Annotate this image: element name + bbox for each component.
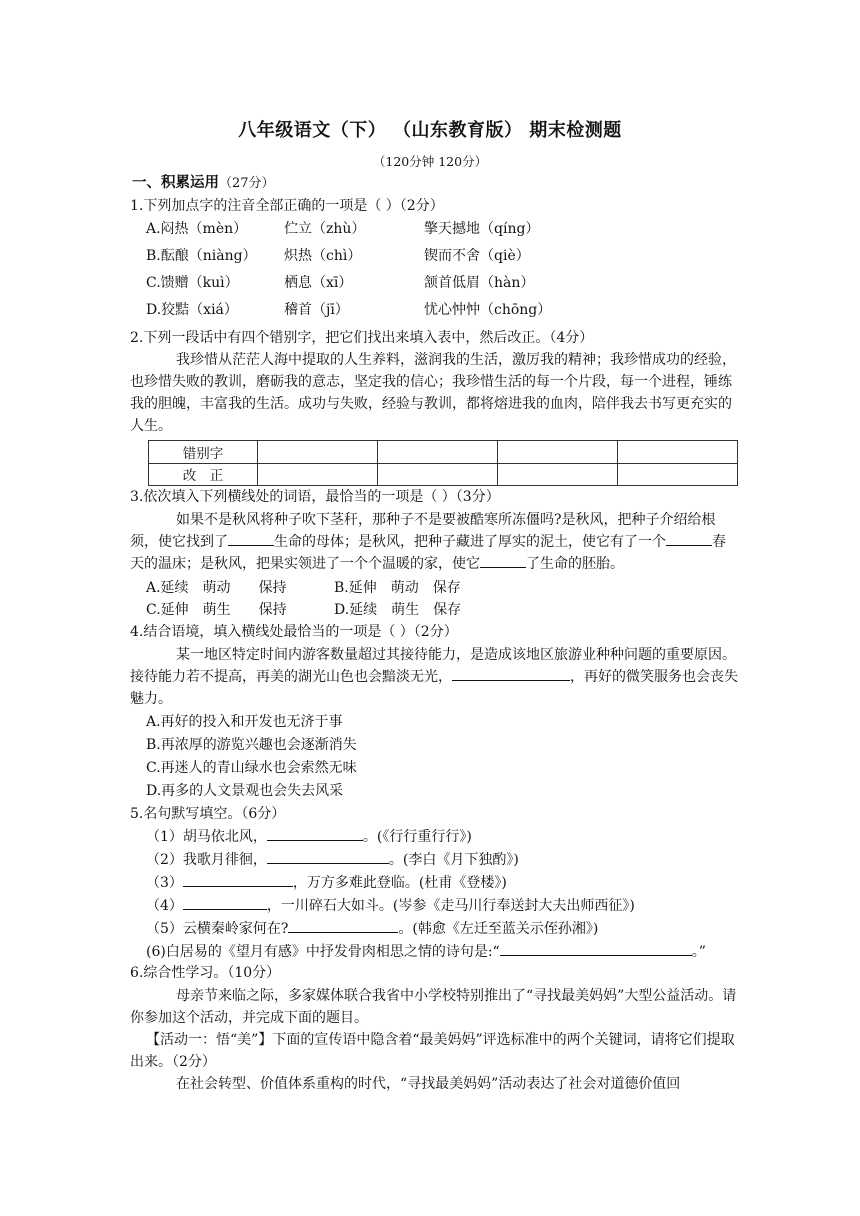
question-4-option-a: A.再好的投入和开发也无济于事 (146, 714, 343, 730)
option: D.延续 萌生 保存 (334, 602, 462, 618)
recitation-item-2 (146, 849, 519, 870)
question-2-passage (130, 349, 738, 437)
table-header: 改 正 (149, 463, 258, 486)
fill-blank[interactable] (183, 895, 267, 910)
recitation-item-6 (146, 941, 706, 962)
fill-blank[interactable] (666, 531, 712, 546)
answer-cell[interactable] (498, 463, 618, 486)
question-1-option-d (146, 300, 551, 320)
answer-cell[interactable] (258, 441, 378, 464)
question-4-option-b: B.再浓厚的游览兴趣也会逐渐消失 (146, 737, 357, 753)
passage-text: 了生命的胚胎。 (526, 556, 624, 572)
table-header: 错别字 (149, 441, 258, 464)
option-word: A.闷热（mèn） (146, 221, 248, 237)
option-word: D.狡黠（xiá） (146, 302, 238, 318)
item-text: （4） (146, 898, 183, 914)
question-1-option-c (146, 273, 534, 293)
question-3-options-row (146, 578, 461, 598)
fill-blank[interactable] (500, 941, 692, 956)
option-word: 锲而不舍（qiè） (424, 248, 530, 264)
question-3-stem: 3.依次填入下列横线处的词语，最恰当的一项是（ ）（3分） (130, 489, 500, 505)
fill-blank[interactable] (267, 826, 363, 841)
recitation-item-4 (146, 895, 635, 916)
item-text: (6)白居易的《望月有感》中抒发骨肉相思之情的诗句是:“ (146, 944, 500, 960)
option-word: 颔首低眉（hàn） (424, 275, 535, 291)
question-3-passage (130, 509, 738, 575)
item-text: （5）云横秦岭家何在? (146, 921, 289, 937)
fill-blank[interactable] (480, 553, 526, 568)
question-1-stem: 1.下列加点字的注音全部正确的一项是（ ）（2分） (130, 198, 444, 214)
option-word: 稽首（jī） (284, 302, 349, 318)
item-text: 。” (691, 944, 706, 960)
question-4-passage (130, 644, 738, 710)
option-word: 伫立（zhù） (284, 221, 366, 237)
answer-cell[interactable] (618, 441, 738, 464)
fill-blank[interactable] (267, 849, 389, 864)
question-4-stem: 4.结合语境，填入横线处最恰当的一项是（ ）（2分） (130, 624, 458, 640)
section-title: 一、积累运用 (132, 175, 219, 191)
passage-text: 母亲节来临之际，多家媒体联合我省中小学校特别推出了“寻找最美妈妈”大型公益活动。请你参加这个活动，并完成下面的题目。 (130, 988, 737, 1026)
passage-text: 如果不是秋风将种子吹下茎秆，那种子不是要被酷寒所冻僵吗?是秋风，把种子介绍给根须，使它找到了 (130, 512, 716, 550)
exam-duration-score: （120分钟 120分） (372, 154, 488, 169)
answer-cell[interactable] (378, 463, 498, 486)
answer-cell[interactable] (258, 463, 378, 486)
activity-text: 【活动一：悟“美”】下面的宣传语中隐含着“最美妈妈”评选标准中的两个关键词，请将它们提取出来。（2分） (130, 1032, 735, 1070)
item-text: （3） (146, 875, 183, 891)
passage-text: 春天的温床；是秋风，把果实领进了一个个温暖的家，使它 (130, 534, 726, 572)
table-row (149, 463, 738, 486)
question-4-option-c: C.再迷人的青山绿水也会索然无味 (146, 760, 357, 776)
question-3-options-row (146, 600, 461, 620)
question-6-activity-1-text (130, 1073, 738, 1095)
passage-text: 我珍惜从茫茫人海中提取的人生养料，滋润我的生活，激厉我的精神；我珍惜成功的经验，也珍惜失败的教训，磨砺我的意志，坚定我的信心；我珍惜生活的每一个片段，每一个进程，锤练我的胆魄，丰富我的生活。成功与失败，经验与教训，都将熔进我的血肉，陪伴我去书写更充实的人生。 (130, 352, 736, 434)
section-points: （27分） (219, 176, 275, 191)
option: B.延伸 萌动 保存 (334, 580, 461, 596)
option-word: 栖息（xī） (284, 275, 353, 291)
fill-blank[interactable] (452, 666, 570, 681)
option-word: 擎天撼地（qíng） (424, 221, 540, 237)
recitation-item-5 (146, 918, 598, 939)
fill-blank[interactable] (288, 918, 398, 933)
option-word: B.酝酿（niàng） (146, 248, 257, 264)
item-text: 。(李白《月下独酌》) (388, 852, 519, 868)
section-heading (132, 173, 275, 194)
passage-text: ，再好的微笑服务也会丧失魅力。 (130, 669, 738, 707)
answer-cell[interactable] (498, 441, 618, 464)
passage-text: 生命的母体；是秋风，把种子藏进了厚实的泥土，使它有了一个 (274, 534, 666, 550)
question-6-intro (130, 985, 738, 1029)
option: C.延伸 萌生 保持 (146, 602, 287, 618)
answer-cell[interactable] (378, 441, 498, 464)
recitation-item-1 (146, 826, 472, 847)
page-title: 八年级语文（下） （山东教育版） 期末检测题 (238, 120, 622, 141)
fill-blank[interactable] (183, 872, 293, 887)
item-text: （2）我歌月徘徊， (146, 852, 267, 868)
item-text: ，万方多难此登临。(杜甫《登楼》) (292, 875, 507, 891)
option-word: 炽热（chì） (284, 248, 362, 264)
question-6-activity-1 (130, 1029, 738, 1073)
item-text: 。(韩愈《左迁至蓝关示侄孙湘》) (398, 921, 599, 937)
question-6-stem: 6.综合性学习。（10分） (130, 965, 281, 981)
table-row (149, 441, 738, 464)
item-text: 。(《行行重行行》) (362, 829, 472, 845)
question-1-option-b (146, 246, 530, 266)
question-1-option-a (146, 219, 539, 239)
recitation-item-3 (146, 872, 507, 893)
option-word: C.馈赠（kuì） (146, 275, 239, 291)
option-word: 忧心忡忡（chōng） (424, 302, 552, 318)
passage-text: 在社会转型、价值体系重构的时代，“寻找最美妈妈”活动表达了社会对道德价值回 (176, 1076, 681, 1092)
fill-blank[interactable] (228, 531, 274, 546)
passage-text: 某一地区特定时间内游客数量超过其接待能力，是造成该地区旅游业种种问题的重要原因。接待能力若不提高，再美的湖光山色也会黯淡无光， (130, 647, 736, 685)
answer-cell[interactable] (618, 463, 738, 486)
option: A.延续 萌动 保持 (146, 580, 287, 596)
question-2-stem: 2.下列一段话中有四个错别字，把它们找出来填入表中，然后改正。（4分） (130, 330, 594, 346)
question-4-option-d: D.再多的人文景观也会失去风采 (146, 783, 344, 799)
error-correction-table (148, 440, 738, 486)
question-5-stem: 5.名句默写填空。（6分） (130, 806, 286, 822)
item-text: （1）胡马依北风， (146, 829, 267, 845)
item-text: ，一川碎石大如斗。(岑参《走马川行奉送封大夫出师西征》) (266, 898, 635, 914)
